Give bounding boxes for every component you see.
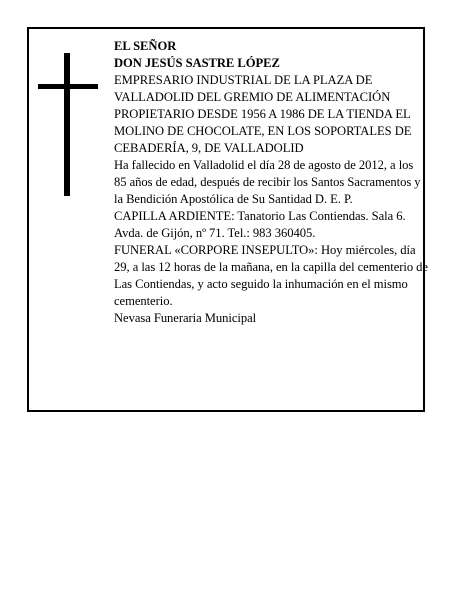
notice-title: EL SEÑOR [114, 39, 177, 53]
deceased-name: DON JESÚS SASTRE LÓPEZ [114, 56, 280, 70]
obituary-text [114, 38, 428, 327]
cross-horizontal-bar [38, 84, 98, 89]
cross-icon [38, 53, 98, 196]
chapel-info: CAPILLA ARDIENTE: Tanatorio Las Contiendas. Sala 6. Avda. de Gijón, nº 71. Tel.: 983 360405. [114, 209, 406, 240]
funeral-home: Nevasa Funeraria Municipal [114, 311, 257, 325]
cross-vertical-bar [64, 53, 70, 196]
deceased-occupation: EMPRESARIO INDUSTRIAL DE LA PLAZA DE VALLADOLID DEL GREMIO DE ALIMENTACIÓN PROPIETARIO DESDE 1956 A 1986 DE LA TIENDA EL MOLINO DE CHOCOLATE, EN LOS SOPORTALES DE CEBADERÍA, 9, DE VALLADOLID [114, 73, 412, 155]
death-announcement: Ha fallecido en Valladolid el día 28 de agosto de 2012, a los 85 años de edad, después de recibir los Santos Sacramentos y la Bendición Apostólica de Su Santidad D. E. P. [114, 158, 421, 206]
funeral-info: FUNERAL «CORPORE INSEPULTO»: Hoy miércoles, día 29, a las 12 horas de la mañana, en la capilla del cementerio de Las Contiendas, y acto seguido la inhumación en el mismo cementerio. [114, 243, 428, 308]
